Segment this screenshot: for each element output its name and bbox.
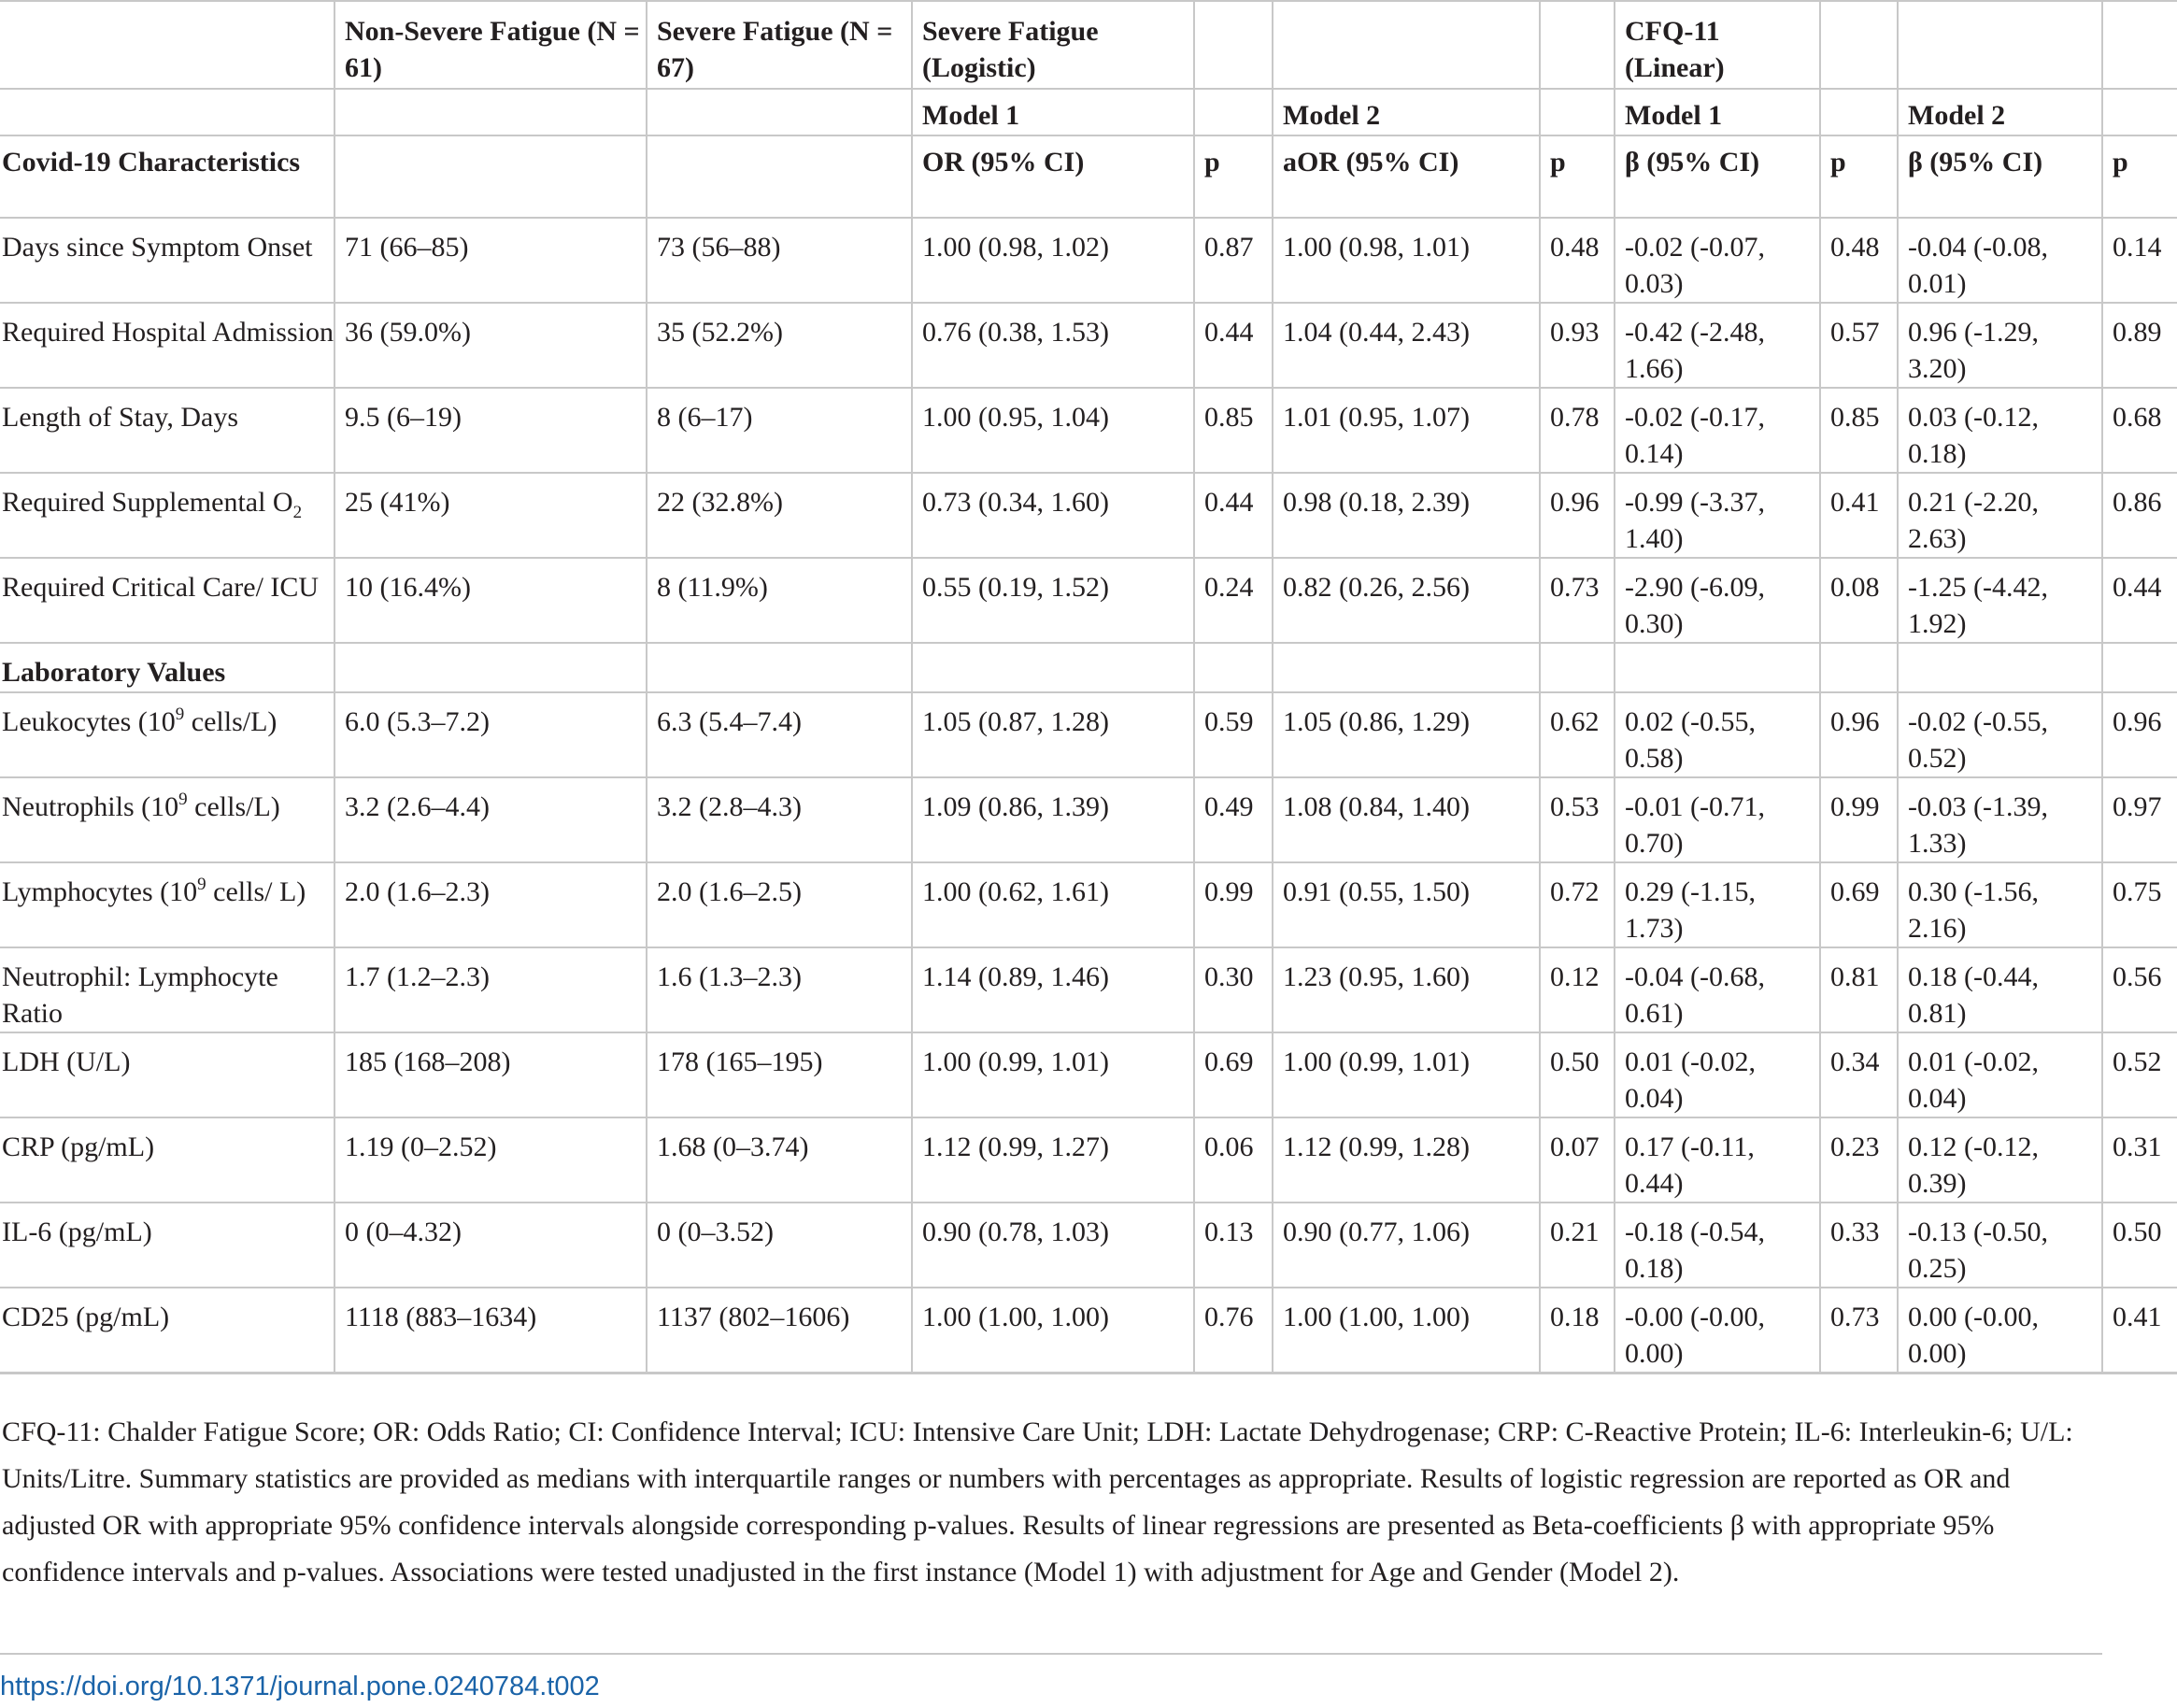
aor-value: 1.05 (0.86, 1.29) [1273,692,1540,777]
header-model2-linear: Model 2 [1898,89,2102,135]
p-value: 0.56 [2102,947,2177,1032]
p-value: 0.31 [2102,1117,2177,1203]
p-value: 0.41 [1820,473,1898,558]
row-label: Required Hospital Admission [0,303,334,388]
section-heading-lab: Laboratory Values [0,643,334,692]
header-cell-empty [1273,1,1540,89]
header-logistic: Severe Fatigue (Logistic) [912,1,1194,89]
header-model2-logistic: Model 2 [1273,89,1540,135]
table-row [0,558,2177,643]
p-value: 0.06 [1194,1117,1273,1203]
empty-cell [1898,643,2102,692]
empty-cell [1194,643,1273,692]
p-value: 0.62 [1540,692,1615,777]
p-value: 0.89 [2102,303,2177,388]
or-value: 1.00 (0.98, 1.02) [912,218,1194,303]
beta-value: -0.01 (-0.71, 0.70) [1615,777,1820,862]
beta-value: -0.18 (-0.54, 0.18) [1615,1203,1820,1288]
severe-value: 8 (6–17) [647,388,912,473]
p-value: 0.78 [1540,388,1615,473]
row-label: Days since Symptom Onset [0,218,334,303]
table-row [0,777,2177,862]
p-value: 0.18 [1540,1288,1615,1374]
beta-value: 0.18 (-0.44, 0.81) [1898,947,2102,1032]
p-value: 0.85 [1194,388,1273,473]
non-severe-value: 25 (41%) [334,473,647,558]
beta-value: -2.90 (-6.09, 0.30) [1615,558,1820,643]
beta-value: 0.00 (-0.00, 0.00) [1898,1288,2102,1374]
header-cell-empty [334,89,647,135]
beta-value: 0.30 (-1.56, 2.16) [1898,862,2102,947]
row-label: IL-6 (pg/mL) [0,1203,334,1288]
table-row [0,388,2177,473]
non-severe-value: 2.0 (1.6–2.3) [334,862,647,947]
row-label: LDH (U/L) [0,1032,334,1117]
p-value: 0.41 [2102,1288,2177,1374]
severe-value: 1.68 (0–3.74) [647,1117,912,1203]
severe-value: 8 (11.9%) [647,558,912,643]
header-non-severe: Non-Severe Fatigue (N = 61) [334,1,647,89]
row-label: Required Critical Care/ ICU [0,558,334,643]
aor-value: 1.23 (0.95, 1.60) [1273,947,1540,1032]
severe-value: 22 (32.8%) [647,473,912,558]
row-label-subscript: 2 [292,503,303,522]
beta-value: 0.02 (-0.55, 0.58) [1615,692,1820,777]
beta-value: 0.17 (-0.11, 0.44) [1615,1117,1820,1203]
table-row [0,947,2177,1032]
table-row [0,303,2177,388]
p-value: 0.76 [1194,1288,1273,1374]
row-label-text: Neutrophils (10 [2,791,179,822]
row-label [0,777,334,862]
severe-value: 1.6 (1.3–2.3) [647,947,912,1032]
p-value: 0.81 [1820,947,1898,1032]
p-value: 0.96 [1540,473,1615,558]
section-row [0,643,2177,692]
non-severe-value: 185 (168–208) [334,1032,647,1117]
empty-cell [647,643,912,692]
header-cell-empty [1194,89,1273,135]
table-row [0,692,2177,777]
header-cell-empty [1540,89,1615,135]
header-cell-empty [0,89,334,135]
empty-cell [1273,643,1540,692]
or-value: 0.55 (0.19, 1.52) [912,558,1194,643]
p-value: 0.52 [2102,1032,2177,1117]
beta-value: 0.01 (-0.02, 0.04) [1898,1032,2102,1117]
header-p: p [1540,135,1615,218]
row-label: CD25 (pg/mL) [0,1288,334,1374]
beta-value: -0.02 (-0.17, 0.14) [1615,388,1820,473]
empty-cell [1820,643,1898,692]
or-value: 1.14 (0.89, 1.46) [912,947,1194,1032]
p-value: 0.44 [1194,303,1273,388]
p-value: 0.99 [1194,862,1273,947]
p-value: 0.73 [1820,1288,1898,1374]
p-value: 0.24 [1194,558,1273,643]
aor-value: 0.91 (0.55, 1.50) [1273,862,1540,947]
header-cell-empty [1820,1,1898,89]
or-value: 1.05 (0.87, 1.28) [912,692,1194,777]
p-value: 0.33 [1820,1203,1898,1288]
header-row-2 [0,89,2177,135]
beta-value: 0.01 (-0.02, 0.04) [1615,1032,1820,1117]
header-p: p [1194,135,1273,218]
beta-value: -0.99 (-3.37, 1.40) [1615,473,1820,558]
row-label: Neutrophil: Lymphocyte Ratio [0,947,334,1032]
p-value: 0.48 [1820,218,1898,303]
or-value: 0.90 (0.78, 1.03) [912,1203,1194,1288]
aor-value: 0.98 (0.18, 2.39) [1273,473,1540,558]
non-severe-value: 1.7 (1.2–2.3) [334,947,647,1032]
p-value: 0.53 [1540,777,1615,862]
p-value: 0.44 [2102,558,2177,643]
p-value: 0.59 [1194,692,1273,777]
divider [0,1653,2102,1655]
p-value: 0.69 [1820,862,1898,947]
p-value: 0.96 [1820,692,1898,777]
beta-value: 0.21 (-2.20, 2.63) [1898,473,2102,558]
row-label-text: cells/L) [187,791,280,822]
beta-value: 0.12 (-0.12, 0.39) [1898,1117,2102,1203]
header-p: p [2102,135,2177,218]
beta-value: -0.03 (-1.39, 1.33) [1898,777,2102,862]
row-label: Length of Stay, Days [0,388,334,473]
beta-value: -0.00 (-0.00, 0.00) [1615,1288,1820,1374]
header-aor: aOR (95% CI) [1273,135,1540,218]
non-severe-value: 10 (16.4%) [334,558,647,643]
aor-value: 1.12 (0.99, 1.28) [1273,1117,1540,1203]
header-beta: β (95% CI) [1898,135,2102,218]
or-value: 1.00 (1.00, 1.00) [912,1288,1194,1374]
p-value: 0.50 [2102,1203,2177,1288]
or-value: 1.00 (0.99, 1.01) [912,1032,1194,1117]
beta-value: -0.04 (-0.08, 0.01) [1898,218,2102,303]
non-severe-value: 0 (0–4.32) [334,1203,647,1288]
beta-value: -0.13 (-0.50, 0.25) [1898,1203,2102,1288]
p-value: 0.13 [1194,1203,1273,1288]
empty-cell [2102,643,2177,692]
empty-cell [1540,643,1615,692]
header-cell-empty [1540,1,1615,89]
p-value: 0.07 [1540,1117,1615,1203]
p-value: 0.21 [1540,1203,1615,1288]
p-value: 0.50 [1540,1032,1615,1117]
section-heading-covid: Covid-19 Characteristics [0,135,334,218]
aor-value: 1.08 (0.84, 1.40) [1273,777,1540,862]
p-value: 0.49 [1194,777,1273,862]
row-label-text: cells/ L) [206,876,306,907]
aor-value: 1.00 (0.98, 1.01) [1273,218,1540,303]
beta-value: 0.03 (-0.12, 0.18) [1898,388,2102,473]
non-severe-value: 6.0 (5.3–7.2) [334,692,647,777]
row-label-text: Leukocytes (10 [2,706,176,737]
header-p: p [1820,135,1898,218]
header-cell-empty [1898,1,2102,89]
p-value: 0.75 [2102,862,2177,947]
non-severe-value: 1.19 (0–2.52) [334,1117,647,1203]
header-cell-empty [0,1,334,89]
table-footnote: CFQ-11: Chalder Fatigue Score; OR: Odds Ratio; CI: Confidence Interval; ICU: Intensive Care Unit; LDH: Lactate Dehydrogenase; CRP: C-Reactive Protein; IL-6: Interleukin-6; U/L: Units/Litre. Summary statistics are provided as medians with interquartile ranges or numbers with percentages as appropriate. Results of logistic regression are reported as OR and adjusted OR with appropriate 95% confidence intervals alongside corresponding p-values. Results of linear regressions are presented as Beta-coefficients β with appropriate 95% confidence intervals and p-values. Associations were tested unadjusted in the first instance (Model 1) with adjustment for Age and Gender (Model 2). [2,1416,2073,1587]
severe-value: 35 (52.2%) [647,303,912,388]
beta-value: -0.42 (-2.48, 1.66) [1615,303,1820,388]
p-value: 0.99 [1820,777,1898,862]
row-label [0,692,334,777]
non-severe-value: 9.5 (6–19) [334,388,647,473]
p-value: 0.93 [1540,303,1615,388]
empty-cell [1615,643,1820,692]
severe-value: 0 (0–3.52) [647,1203,912,1288]
row-label-text: Lymphocytes (10 [2,876,198,907]
non-severe-value: 71 (66–85) [334,218,647,303]
table-row [0,473,2177,558]
header-row-3 [0,135,2177,218]
p-value: 0.72 [1540,862,1615,947]
header-cell-empty [2102,89,2177,135]
severe-value: 2.0 (1.6–2.5) [647,862,912,947]
p-value: 0.69 [1194,1032,1273,1117]
table-row [0,1288,2177,1374]
empty-cell [912,643,1194,692]
table-row [0,1032,2177,1117]
row-label-superscript: 9 [178,790,188,809]
p-value: 0.57 [1820,303,1898,388]
or-value: 1.00 (0.62, 1.61) [912,862,1194,947]
p-value: 0.96 [2102,692,2177,777]
severe-value: 1137 (802–1606) [647,1288,912,1374]
or-value: 1.09 (0.86, 1.39) [912,777,1194,862]
header-cell-empty [647,89,912,135]
aor-value: 0.82 (0.26, 2.56) [1273,558,1540,643]
beta-value: -1.25 (-4.42, 1.92) [1898,558,2102,643]
row-label [0,473,334,558]
p-value: 0.48 [1540,218,1615,303]
header-or: OR (95% CI) [912,135,1194,218]
p-value: 0.68 [2102,388,2177,473]
p-value: 0.34 [1820,1032,1898,1117]
table-row [0,1117,2177,1203]
p-value: 0.87 [1194,218,1273,303]
table-row [0,862,2177,947]
non-severe-value: 1118 (883–1634) [334,1288,647,1374]
aor-value: 0.90 (0.77, 1.06) [1273,1203,1540,1288]
header-cell-empty [334,135,647,218]
p-value: 0.85 [1820,388,1898,473]
severe-value: 3.2 (2.8–4.3) [647,777,912,862]
aor-value: 1.01 (0.95, 1.07) [1273,388,1540,473]
p-value: 0.12 [1540,947,1615,1032]
header-cell-empty [2102,1,2177,89]
or-value: 1.12 (0.99, 1.27) [912,1117,1194,1203]
p-value: 0.23 [1820,1117,1898,1203]
header-beta: β (95% CI) [1615,135,1820,218]
beta-value: -0.02 (-0.55, 0.52) [1898,692,2102,777]
table-row [0,1203,2177,1288]
row-label-superscript: 9 [197,875,206,894]
aor-value: 1.00 (0.99, 1.01) [1273,1032,1540,1117]
header-cell-empty [1820,89,1898,135]
severe-value: 178 (165–195) [647,1032,912,1117]
beta-value: 0.96 (-1.29, 3.20) [1898,303,2102,388]
header-severe: Severe Fatigue (N = 67) [647,1,912,89]
severe-value: 6.3 (5.4–7.4) [647,692,912,777]
table-row [0,218,2177,303]
p-value: 0.30 [1194,947,1273,1032]
beta-value: 0.29 (-1.15, 1.73) [1615,862,1820,947]
p-value: 0.08 [1820,558,1898,643]
p-value: 0.73 [1540,558,1615,643]
header-row-1 [0,1,2177,89]
doi-link[interactable]: https://doi.org/10.1371/journal.pone.0240784.t002 [0,1672,600,1701]
row-label: CRP (pg/mL) [0,1117,334,1203]
row-label [0,862,334,947]
header-cell-empty [647,135,912,218]
empty-cell [334,643,647,692]
non-severe-value: 36 (59.0%) [334,303,647,388]
row-label-text: cells/L) [184,706,277,737]
row-label-superscript: 9 [175,705,185,724]
or-value: 0.76 (0.38, 1.53) [912,303,1194,388]
non-severe-value: 3.2 (2.6–4.4) [334,777,647,862]
p-value: 0.44 [1194,473,1273,558]
beta-value: -0.04 (-0.68, 0.61) [1615,947,1820,1032]
or-value: 1.00 (0.95, 1.04) [912,388,1194,473]
p-value: 0.86 [2102,473,2177,558]
aor-value: 1.00 (1.00, 1.00) [1273,1288,1540,1374]
row-label-text: Required Supplemental O [2,487,293,518]
severe-value: 73 (56–88) [647,218,912,303]
header-model1-logistic: Model 1 [912,89,1194,135]
header-model1-linear: Model 1 [1615,89,1820,135]
p-value: 0.14 [2102,218,2177,303]
header-cell-empty [1194,1,1273,89]
or-value: 0.73 (0.34, 1.60) [912,473,1194,558]
p-value: 0.97 [2102,777,2177,862]
header-linear: CFQ-11 (Linear) [1615,1,1820,89]
beta-value: -0.02 (-0.07, 0.03) [1615,218,1820,303]
aor-value: 1.04 (0.44, 2.43) [1273,303,1540,388]
